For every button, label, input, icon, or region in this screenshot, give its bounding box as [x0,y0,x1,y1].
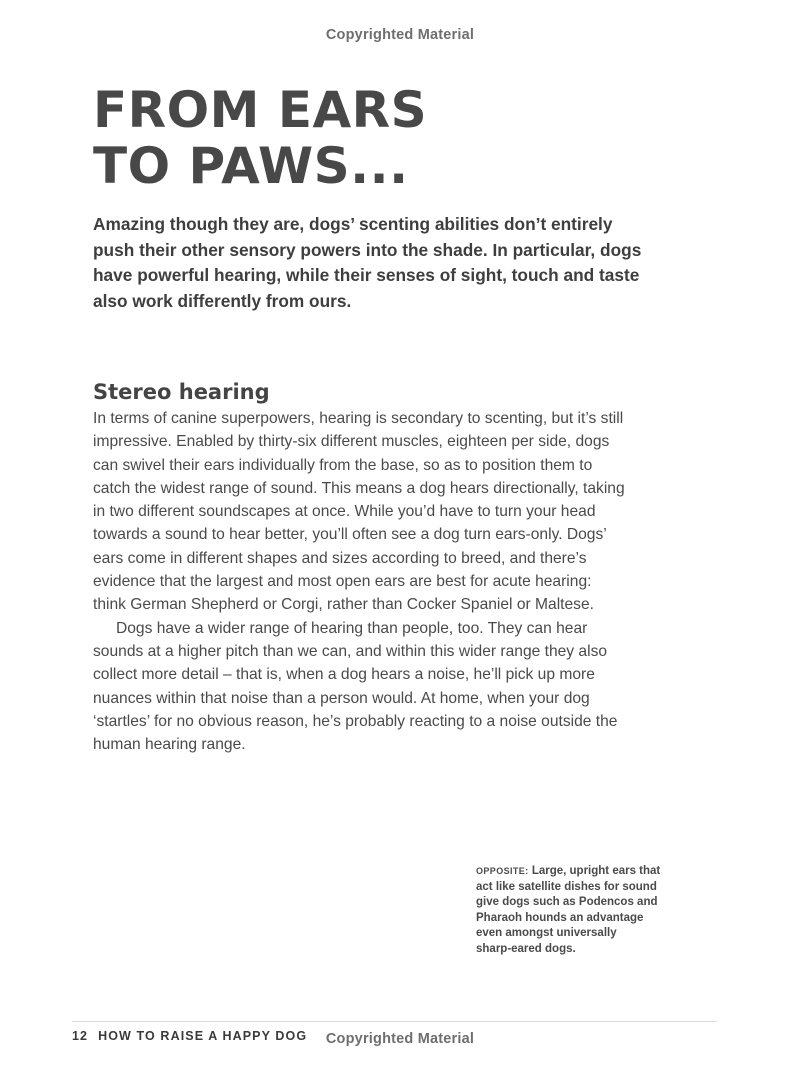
title-line-1: FROM EARS [93,81,428,139]
intro-line: push their other sensory powers into the shade. In particular, dogs [93,239,642,260]
caption-first-text: Large, upright ears that [531,865,661,877]
body-line: in two different soundscapes at once. While you’d have to turn your head [93,503,596,521]
photo-caption [476,864,696,958]
footer-divider [72,1021,717,1022]
watermark-top: Copyrighted Material [325,27,475,43]
watermark-bottom: Copyrighted Material [325,1031,475,1047]
intro-paragraph [93,212,693,314]
body-line: collect more detail – that is, when a dog hears a noise, he’ll pick up more [93,666,595,684]
section-heading: Stereo hearing [93,380,270,404]
body-line: impressive. Enabled by thirty-six different muscles, eighteen per side, dogs [93,433,610,451]
body-line: sounds at a higher pitch than we can, and within this wider range they also [93,642,608,660]
body-line: In terms of canine superpowers, hearing is secondary to scenting, but it’s still [93,410,624,427]
body-line: Dogs have a wider range of hearing than people, too. They can hear [116,619,588,637]
caption-line: give dogs such as Podencos and [476,896,658,909]
body-line: ears come in different shapes and sizes according to breed, and there’s [93,549,587,567]
body-line: towards a sound to hear better, you’ll often see a dog turn ears-only. Dogs’ [93,526,607,544]
intro-line: Amazing though they are, dogs’ scenting abilities don’t entirely [93,214,613,234]
body-line: can swivel their ears individually from the base, so as to position them to [93,456,593,474]
section-body [93,407,693,756]
book-title: HOW TO RAISE A HAPPY DOG [98,1029,308,1043]
body-line: ‘startles’ for no obvious reason, he’s probably reacting to a noise outside the [93,712,618,730]
caption-line: act like satellite dishes for sound [476,880,657,893]
intro-line: have powerful hearing, while their senses of sight, touch and taste [93,265,640,285]
intro-line: also work differently from ours. [93,290,352,311]
body-line: think German Shepherd or Corgi, rather than Cocker Spaniel or Maltese. [93,596,594,614]
caption-line: Pharaoh hounds an advantage [476,911,644,924]
caption-line: even amongst universally [476,927,617,940]
title-line-2: TO PAWS... [93,137,409,195]
caption-line [476,864,696,880]
page-number: 12 [72,1029,89,1043]
caption-line: sharp-eared dogs. [476,942,576,955]
body-line: nuances within that noise than a person would. At home, when your dog [93,689,590,707]
body-line: catch the widest range of sound. This means a dog hears directionally, taking [93,479,625,497]
page-title [93,82,427,194]
body-line: evidence that the largest and most open ears are best for acute hearing: [93,573,592,591]
body-line: human hearing range. [93,736,246,754]
caption-label: OPPOSITE: [476,866,529,876]
